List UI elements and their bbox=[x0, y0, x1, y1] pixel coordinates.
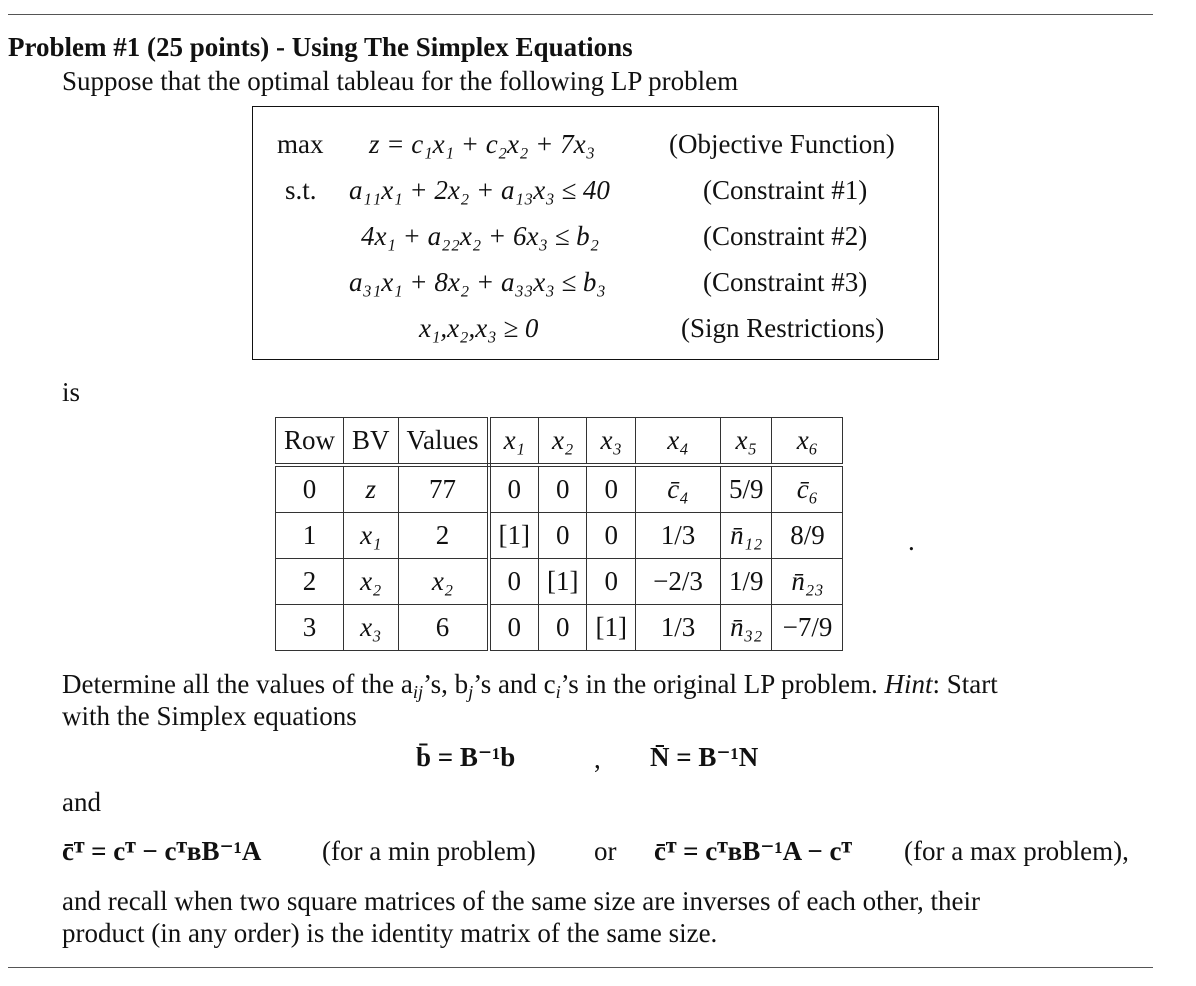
table-cell: 0 bbox=[276, 465, 344, 513]
bottom-rule bbox=[8, 967, 1153, 968]
min-cost-equation: c̄ᵀ = cᵀ − cᵀʙB⁻¹A bbox=[62, 836, 262, 866]
table-row bbox=[276, 513, 843, 559]
table-cell: 0 bbox=[587, 513, 635, 559]
lp-constraint-2-label: (Constraint #2) bbox=[703, 221, 868, 251]
tableau-header-row bbox=[276, 418, 843, 466]
determine-line-2: with the Simplex equations bbox=[62, 701, 357, 731]
table-cell: [1] bbox=[489, 513, 539, 559]
table-cell: [1] bbox=[587, 605, 635, 651]
table-cell: 8/9 bbox=[772, 513, 843, 559]
table-cell: x₂ bbox=[344, 559, 399, 605]
determine-paragraph bbox=[62, 668, 1142, 732]
hint-rest: : Start bbox=[932, 669, 998, 699]
lp-objective: z = c₁x₁ + c₂x₂ + 7x₃ bbox=[369, 129, 596, 159]
table-cell: n̄₁₂ bbox=[720, 513, 772, 559]
table-cell: 6 bbox=[398, 605, 488, 651]
table-cell: 1/9 bbox=[720, 559, 772, 605]
max-problem-label: (for a max problem), bbox=[904, 836, 1129, 866]
tableau-header: x₆ bbox=[772, 418, 843, 466]
recall-paragraph bbox=[62, 885, 1162, 949]
max-cost-equation: c̄ᵀ = cᵀʙB⁻¹A − cᵀ bbox=[654, 836, 852, 866]
table-cell: 5/9 bbox=[720, 465, 772, 513]
n-bar-equation: N̄ = B⁻¹N bbox=[650, 742, 759, 772]
lp-objective-label: (Objective Function) bbox=[669, 129, 895, 159]
table-row bbox=[276, 559, 843, 605]
determine-text-a: Determine all the values of the a bbox=[62, 669, 413, 699]
table-cell: x₃ bbox=[344, 605, 399, 651]
table-cell: z bbox=[344, 465, 399, 513]
table-cell: x₂ bbox=[398, 559, 488, 605]
table-cell: 0 bbox=[539, 465, 587, 513]
determine-text-c: ’s and c bbox=[473, 669, 556, 699]
table-cell: −7/9 bbox=[772, 605, 843, 651]
table-row bbox=[276, 465, 843, 513]
and-text: and bbox=[62, 787, 101, 817]
table-cell: 1/3 bbox=[635, 513, 720, 559]
table-cell: n̄₃₂ bbox=[720, 605, 772, 651]
subscript-j: j bbox=[468, 682, 474, 703]
lp-sign-restrictions: x₁,x₂,x₃ ≥ 0 bbox=[419, 313, 539, 343]
determine-line-1 bbox=[62, 668, 1142, 703]
equation-comma: , bbox=[594, 744, 601, 774]
table-cell: 77 bbox=[398, 465, 488, 513]
determine-text-d: ’s in the original LP problem. bbox=[560, 669, 878, 699]
lp-st-label: s.t. bbox=[285, 175, 317, 205]
problem-title: Problem #1 (25 points) - Using The Simplex Equations bbox=[8, 32, 633, 62]
tableau-header: Values bbox=[398, 418, 488, 466]
tableau-header: x₃ bbox=[587, 418, 635, 466]
lp-constraint-1: a₁₁x₁ + 2x₂ + a₁₃x₃ ≤ 40 bbox=[349, 175, 610, 205]
or-text: or bbox=[594, 836, 617, 866]
tableau-header: BV bbox=[344, 418, 399, 466]
table-cell: x₁ bbox=[344, 513, 399, 559]
table-cell: c̄₄ bbox=[635, 465, 720, 513]
lp-max-label: max bbox=[277, 129, 324, 159]
subscript-ij: ij bbox=[412, 682, 424, 703]
table-cell: 1 bbox=[276, 513, 344, 559]
b-bar-equation: b̄ = B⁻¹b bbox=[416, 742, 516, 772]
table-cell: 0 bbox=[489, 465, 539, 513]
table-cell: 1/3 bbox=[635, 605, 720, 651]
lp-constraint-3-label: (Constraint #3) bbox=[703, 267, 868, 297]
table-row bbox=[276, 605, 843, 651]
table-cell: 2 bbox=[398, 513, 488, 559]
tableau-header: Row bbox=[276, 418, 344, 466]
table-cell: 3 bbox=[276, 605, 344, 651]
recall-line-1: and recall when two square matrices of the same size are inverses of each other, their bbox=[62, 886, 981, 916]
table-cell: 0 bbox=[539, 513, 587, 559]
tableau-header: x₄ bbox=[635, 418, 720, 466]
recall-line-2: product (in any order) is the identity matrix of the same size. bbox=[62, 918, 718, 948]
table-cell: 0 bbox=[489, 559, 539, 605]
lp-constraint-3: a₃₁x₁ + 8x₂ + a₃₃x₃ ≤ b₃ bbox=[349, 267, 606, 297]
tableau-header: x₂ bbox=[539, 418, 587, 466]
intro-text: Suppose that the optimal tableau for the following LP problem bbox=[62, 66, 739, 96]
tableau-trailing-dot: . bbox=[908, 526, 915, 556]
table-cell: c̄₆ bbox=[772, 465, 843, 513]
is-text: is bbox=[62, 377, 81, 407]
tableau-header: x₁ bbox=[489, 418, 539, 466]
table-cell: 0 bbox=[489, 605, 539, 651]
table-cell: 2 bbox=[276, 559, 344, 605]
table-cell: 0 bbox=[587, 559, 635, 605]
lp-constraint-2: 4x₁ + a₂₂x₂ + 6x₃ ≤ b₂ bbox=[361, 221, 600, 251]
table-cell: 0 bbox=[587, 465, 635, 513]
table-cell: n̄₂₃ bbox=[772, 559, 843, 605]
table-cell: −2/3 bbox=[635, 559, 720, 605]
tableau-header: x₅ bbox=[720, 418, 772, 466]
top-rule bbox=[8, 14, 1153, 15]
table-cell: [1] bbox=[539, 559, 587, 605]
lp-problem-box bbox=[252, 106, 939, 360]
table-cell: 0 bbox=[539, 605, 587, 651]
subscript-i: i bbox=[555, 682, 561, 703]
hint-label: Hint bbox=[884, 669, 933, 699]
lp-constraint-1-label: (Constraint #1) bbox=[703, 175, 868, 205]
optimal-tableau bbox=[275, 417, 843, 651]
determine-text-b: ’s, b bbox=[423, 669, 469, 699]
lp-sign-restrictions-label: (Sign Restrictions) bbox=[681, 313, 885, 343]
min-problem-label: (for a min problem) bbox=[322, 836, 536, 866]
